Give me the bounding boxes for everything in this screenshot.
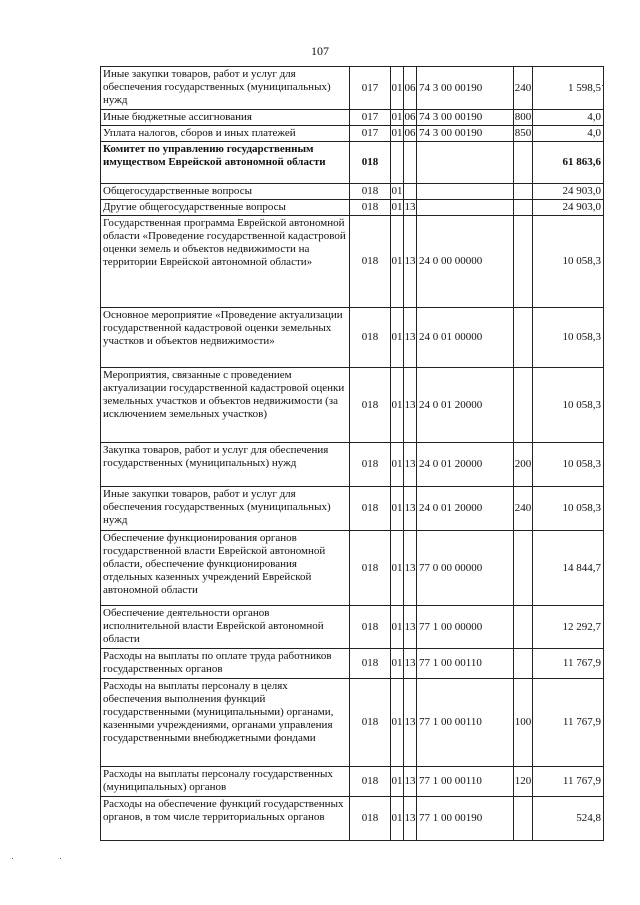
subsection-code-cell	[404, 142, 417, 184]
ministry-code-cell: 018	[350, 531, 391, 606]
amount-cell: 1 598,5	[533, 67, 604, 110]
ministry-code-cell: 018	[350, 184, 391, 200]
table-row	[101, 308, 604, 368]
subsection-code-cell: 13	[404, 368, 417, 443]
table-row	[101, 368, 604, 443]
amount-cell: 11 767,9	[533, 679, 604, 767]
section-code-cell: 01	[391, 368, 404, 443]
section-code-cell: 01	[391, 126, 404, 142]
ministry-code-cell: 017	[350, 110, 391, 126]
amount-cell: 524,8	[533, 797, 604, 841]
amount-cell: 4,0	[533, 126, 604, 142]
subsection-code-cell: 13	[404, 679, 417, 767]
section-code-cell: 01	[391, 487, 404, 531]
row-name-cell: Комитет по управлению государственным имуществом Еврейской автономной области	[101, 142, 350, 184]
section-code-cell: 01	[391, 679, 404, 767]
ministry-code-cell: 018	[350, 487, 391, 531]
row-name-cell: Закупка товаров, работ и услуг для обеспечения государственных (муниципальных) нужд	[101, 443, 350, 487]
row-name-cell: Иные закупки товаров, работ и услуг для обеспечения государственных (муниципальных) нужд	[101, 487, 350, 531]
amount-cell: 11 767,9	[533, 767, 604, 797]
expense-type-cell	[514, 649, 533, 679]
row-name-cell: Расходы на выплаты по оплате труда работников государственных органов	[101, 649, 350, 679]
table-row	[101, 649, 604, 679]
expense-type-cell	[514, 216, 533, 308]
expense-type-cell: 240	[514, 487, 533, 531]
section-code-cell: 01	[391, 443, 404, 487]
amount-cell: 10 058,3	[533, 487, 604, 531]
row-name-cell: Иные закупки товаров, работ и услуг для обеспечения государственных (муниципальных) нужд	[101, 67, 350, 110]
expense-type-cell	[514, 606, 533, 649]
expense-type-cell	[514, 797, 533, 841]
subsection-code-cell: 13	[404, 443, 417, 487]
row-name-cell: Расходы на обеспечение функций государственных органов, в том числе территориальных органов	[101, 797, 350, 841]
target-article-cell: 77 0 00 00000	[417, 531, 514, 606]
section-code-cell: 01	[391, 531, 404, 606]
ministry-code-cell: 018	[350, 797, 391, 841]
ministry-code-cell: 018	[350, 606, 391, 649]
section-code-cell: 01	[391, 797, 404, 841]
expense-type-cell	[514, 200, 533, 216]
ministry-code-cell: 018	[350, 443, 391, 487]
target-article-cell: 74 3 00 00190	[417, 126, 514, 142]
row-name-cell: Расходы на выплаты персоналу в целях обеспечения выполнения функций государственными (муниципальными) органами, казенными учреждениями, органами управления государственными внебюджетными фондами	[101, 679, 350, 767]
target-article-cell: 24 0 01 00000	[417, 308, 514, 368]
table-row	[101, 142, 604, 184]
subsection-code-cell: 06	[404, 126, 417, 142]
expense-type-cell: 100	[514, 679, 533, 767]
section-code-cell: 01	[391, 308, 404, 368]
table-row	[101, 797, 604, 841]
section-code-cell: 01	[391, 216, 404, 308]
subsection-code-cell: 13	[404, 606, 417, 649]
row-name-cell: Основное мероприятие «Проведение актуализации государственной кадастровой оценки земельных участков и объектов недвижимости»	[101, 308, 350, 368]
subsection-code-cell: 13	[404, 649, 417, 679]
target-article-cell: 77 1 00 00110	[417, 679, 514, 767]
page-number: 107	[311, 44, 329, 58]
section-code-cell: 01	[391, 649, 404, 679]
expense-type-cell: 800	[514, 110, 533, 126]
table-row	[101, 200, 604, 216]
section-code-cell: 01	[391, 110, 404, 126]
target-article-cell: 77 1 00 00190	[417, 797, 514, 841]
subsection-code-cell	[404, 184, 417, 200]
table-row	[101, 184, 604, 200]
amount-cell: 10 058,3	[533, 443, 604, 487]
scan-speck	[602, 85, 603, 86]
section-code-cell	[391, 142, 404, 184]
amount-cell: 24 903,0	[533, 184, 604, 200]
table-row	[101, 606, 604, 649]
target-article-cell: 77 1 00 00000	[417, 606, 514, 649]
table-row	[101, 679, 604, 767]
expense-type-cell	[514, 184, 533, 200]
subsection-code-cell: 13	[404, 767, 417, 797]
amount-cell: 4,0	[533, 110, 604, 126]
expense-type-cell	[514, 142, 533, 184]
row-name-cell: Общегосударственные вопросы	[101, 184, 350, 200]
row-name-cell: Расходы на выплаты персоналу государственных (муниципальных) органов	[101, 767, 350, 797]
ministry-code-cell: 017	[350, 67, 391, 110]
expense-type-cell	[514, 368, 533, 443]
scan-speck	[12, 858, 13, 859]
expense-type-cell: 120	[514, 767, 533, 797]
row-name-cell: Другие общегосударственные вопросы	[101, 200, 350, 216]
table-row	[101, 487, 604, 531]
row-name-cell: Иные бюджетные ассигнования	[101, 110, 350, 126]
target-article-cell	[417, 184, 514, 200]
table-row	[101, 126, 604, 142]
section-code-cell: 01	[391, 67, 404, 110]
target-article-cell: 24 0 01 20000	[417, 487, 514, 531]
table-row	[101, 110, 604, 126]
amount-cell: 14 844,7	[533, 531, 604, 606]
amount-cell: 10 058,3	[533, 308, 604, 368]
section-code-cell: 01	[391, 606, 404, 649]
target-article-cell: 74 3 00 00190	[417, 67, 514, 110]
table-row	[101, 767, 604, 797]
table-row	[101, 531, 604, 606]
subsection-code-cell: 06	[404, 110, 417, 126]
section-code-cell: 01	[391, 200, 404, 216]
ministry-code-cell: 018	[350, 368, 391, 443]
expense-type-cell: 240	[514, 67, 533, 110]
subsection-code-cell: 13	[404, 487, 417, 531]
expense-type-cell	[514, 308, 533, 368]
row-name-cell: Мероприятия, связанные с проведением актуализации государственной кадастровой оценки земельных участков и объектов недвижимости (за исключением земельных участков)	[101, 368, 350, 443]
target-article-cell: 24 0 00 00000	[417, 216, 514, 308]
row-name-cell: Обеспечение деятельности органов исполнительной власти Еврейской автономной области	[101, 606, 350, 649]
amount-cell: 24 903,0	[533, 200, 604, 216]
target-article-cell: 24 0 01 20000	[417, 368, 514, 443]
amount-cell: 10 058,3	[533, 216, 604, 308]
section-code-cell: 01	[391, 767, 404, 797]
ministry-code-cell: 018	[350, 308, 391, 368]
row-name-cell: Обеспечение функционирования органов государственной власти Еврейской автономной области, обеспечение функционирования отдельных казенных учреждений Еврейской автономной области	[101, 531, 350, 606]
amount-cell: 12 292,7	[533, 606, 604, 649]
target-article-cell: 77 1 00 00110	[417, 767, 514, 797]
target-article-cell: 74 3 00 00190	[417, 110, 514, 126]
amount-cell: 11 767,9	[533, 649, 604, 679]
subsection-code-cell: 06	[404, 67, 417, 110]
row-name-cell: Государственная программа Еврейской автономной области «Проведение государственной кадастровой оценки земель и объектов недвижимости на территории Еврейской автономной области»	[101, 216, 350, 308]
expense-type-cell: 850	[514, 126, 533, 142]
row-name-cell: Уплата налогов, сборов и иных платежей	[101, 126, 350, 142]
scan-speck	[60, 858, 61, 859]
ministry-code-cell: 018	[350, 679, 391, 767]
subsection-code-cell: 13	[404, 797, 417, 841]
subsection-code-cell: 13	[404, 216, 417, 308]
section-code-cell: 01	[391, 184, 404, 200]
table-row	[101, 216, 604, 308]
target-article-cell	[417, 200, 514, 216]
target-article-cell: 24 0 01 20000	[417, 443, 514, 487]
target-article-cell: 77 1 00 00110	[417, 649, 514, 679]
ministry-code-cell: 018	[350, 200, 391, 216]
ministry-code-cell: 018	[350, 216, 391, 308]
expense-type-cell: 200	[514, 443, 533, 487]
table-row	[101, 443, 604, 487]
budget-table	[100, 66, 604, 841]
table-row	[101, 67, 604, 110]
amount-cell: 10 058,3	[533, 368, 604, 443]
ministry-code-cell: 018	[350, 142, 391, 184]
ministry-code-cell: 018	[350, 767, 391, 797]
amount-cell: 61 863,6	[533, 142, 604, 184]
ministry-code-cell: 017	[350, 126, 391, 142]
expense-type-cell	[514, 531, 533, 606]
target-article-cell	[417, 142, 514, 184]
subsection-code-cell: 13	[404, 531, 417, 606]
subsection-code-cell: 13	[404, 200, 417, 216]
subsection-code-cell: 13	[404, 308, 417, 368]
ministry-code-cell: 018	[350, 649, 391, 679]
